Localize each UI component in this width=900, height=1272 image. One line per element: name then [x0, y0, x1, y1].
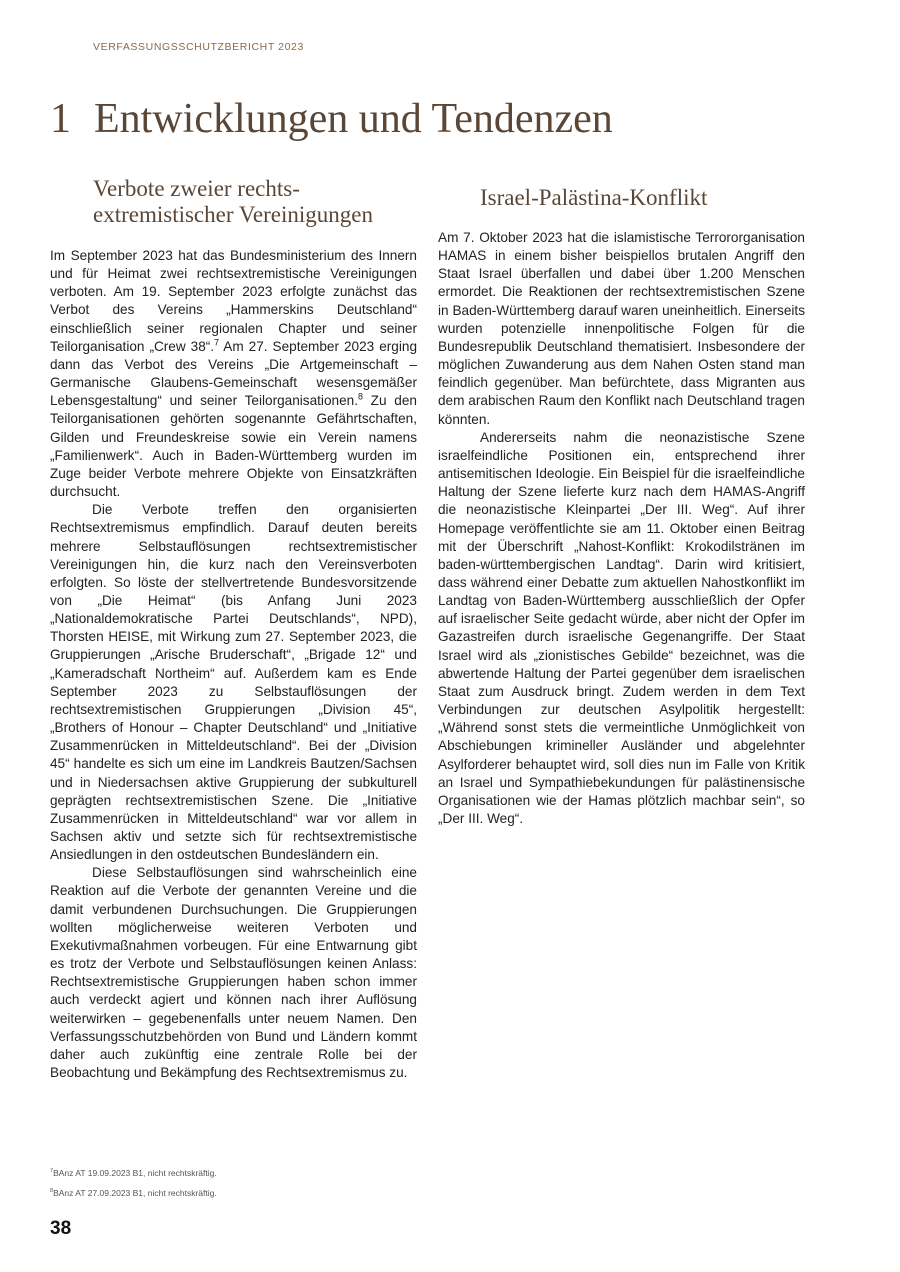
footnotes: [50, 1166, 550, 1206]
section-heading-israel: Israel-Palästina-Konflikt: [480, 185, 708, 210]
left-column: [50, 247, 417, 1082]
page-number: 38: [50, 1218, 72, 1239]
paragraph: Am 7. Oktober 2023 hat die islamistische Terrororganisation HAMAS in einem bisher beispiellos brutalen Angriff den Staat Israel überfallen und dabei über 1.200 Menschen ermordet. Die Reaktionen der rechtsextremistischen Szene in Baden-Württemberg darauf waren uneinheitlich. Einerseits wurden potenzielle innenpolitische Folgen für die Bundesrepublik Deutschland thematisiert. Insbesondere der möglichen Zuwanderung aus dem Nahen Osten stand man feindlich gegenüber. Man befürchtete, dass Migranten aus dem arabischen Raum den Konflikt nach Deutschland tragen könnten.: [438, 230, 805, 427]
paragraph-text: Zu den Teilorganisationen gehörten sogenannte Gefährtschaften, Gilden und Freundeskreise sowie ein Verein namens „Familienwerk“. Auch in Baden-Württemberg wurden im Zuge beider Verbote mehrere Objekte von Einsatzkräften durchsucht.: [50, 393, 417, 500]
footnote-text: BAnz AT 27.09.2023 B1, nicht rechtskräftig.: [53, 1188, 217, 1198]
chapter-title-text: Entwicklungen und Tendenzen: [94, 96, 613, 142]
right-column: [438, 229, 805, 828]
footnote-8: [50, 1186, 550, 1200]
footnote-number: 7: [50, 1168, 54, 1175]
paragraph-text: Im September 2023 hat das Bundesministerium des Innern und für Heimat zwei rechtsextremistische Vereinigungen verboten. Am 19. September 2023 erfolgte zunächst das Verbot des Vereins „Hammerskins Deutschland“ einschließlich seiner regionalen Chapter und seiner Teilorganisation „Crew 38“.: [50, 248, 417, 354]
paragraph: Andererseits nahm die neonazistische Szene israelfeindliche Positionen ein, entsprechend ihrer antisemitischen Ideologie. Ein Beispiel für die israelfeindliche Haltung der Szene lieferte kurz nach dem HAMAS-Angriff die neonazistische Kleinpartei „Der III. Weg“. Auf ihrer Homepage veröffentlichte sie am 11. Oktober einen Beitrag mit der Überschrift „Nahost-Konflikt: Krokodilstränen im baden-württembergischen Landtag“. Darin wird kritisiert, dass während einer Debatte zum aktuellen Nahostkonflikt im Landtag von Baden-Württemberg ausschließlich der Opfer auf israelischer Seite gedacht würde, aber nicht der Opfer im Gazastreifen durch israelische Gegenangriffe. Der Staat Israel wird als „zionistisches Gebilde“ bezeichnet, was die abwertende Haltung der Partei gegenüber dem israelischen Staat zum Ausdruck bringt. Zudem werden in dem Text Verbindungen zur deutschen Asylpolitik hergestellt: „Während sonst stets die vermeintliche Unmöglichkeit von Abschiebungen krimineller Ausländer und abgelehnter Asylforderer behauptet wird, soll dies nun im Falle von Kritik an Israel und Sympathiebekundungen für palästinensische Organisationen wie der Hamas plötzlich machbar sein“, so „Der III. Weg“.: [438, 429, 805, 826]
footnote-text: BAnz AT 19.09.2023 B1, nicht rechtskräftig.: [53, 1168, 217, 1178]
footnote-number: 8: [50, 1188, 54, 1195]
footnote-ref-8[interactable]: 8: [357, 391, 363, 402]
paragraph: Diese Selbstauflösungen sind wahrscheinlich eine Reaktion auf die Verbote der genannten Vereine und die damit verbundenen Durchsuchungen. Die Gruppierungen wollten möglicherweise weiteren Verboten und Exekutivmaßnahmen vorbeugen. Für eine Entwarnung gibt es trotz der Verbote und Selbstauflösungen keinen Anlass: Rechtsextremistische Gruppierungen haben schon immer auch verdeckt agiert und können nach ihrer Auflösung weiterwirken – gegebenenfalls unter neuem Namen. Den Verfassungsschutzbehörden von Bund und Ländern kommt daher auch zukünftig eine zentrale Rolle bei der Beobachtung und Bekämpfung des Rechtsextremismus zu.: [50, 865, 417, 1081]
paragraph: [50, 247, 417, 501]
footnote-ref-7[interactable]: 7: [214, 337, 220, 348]
paragraph: Die Verbote treffen den organisierten Rechtsextremismus empfindlich. Darauf deuten bereits mehrere Selbstauflösungen rechtsextremistischer Vereinigungen hin, die kurz nach den Vereinsverboten erfolgten. So löste der stellvertretende Bundesvorsitzende von „Die Heimat“ (bis Anfang Juni 2023 „Nationaldemokratische Partei Deutschlands“, NPD), Thorsten HEISE, mit Wirkung zum 27. September 2023, die Gruppierungen „Arische Bruderschaft“, „Brigade 12“ und „Kameradschaft Northeim“ auf. Außerdem kam es Ende September 2023 zu Selbstauflösungen der rechtsextremistischen Gruppierungen „Division 45“, „Brothers of Honour – Chapter Deutschland“ und „Initiative Zusammenrücken in Mitteldeutschland“. Bei der „Division 45“ handelte es sich um eine im Landkreis Bautzen/Sachsen und in Niedersachsen aktive Gruppierung der subkulturell geprägten rechtsextremistischen Szene. Die „Initiative Zusammenrücken in Mitteldeutschland“ war vor allem in Sachsen aktiv und setzte sich für rechtsextremistische Ansiedlungen in den ostdeutschen Bundesländern ein.: [50, 502, 417, 863]
paragraph-text: Am 27. September 2023 erging dann das Verbot des Vereins „Die Artgemeinschaft – Germanische Glaubens-Gemeinschaft wesensgemäßer Lebensgestaltung“ und seiner Teilorganisationen.: [50, 338, 418, 409]
section-heading-verbote: Verbote zweier rechts- extremistischer Vereinigungen: [93, 176, 373, 227]
chapter-number: 1: [50, 96, 71, 142]
running-header: VERFASSUNGSSCHUTZBERICHT 2023: [93, 41, 304, 53]
chapter-title: [50, 96, 613, 142]
footnote-7: [50, 1166, 550, 1180]
